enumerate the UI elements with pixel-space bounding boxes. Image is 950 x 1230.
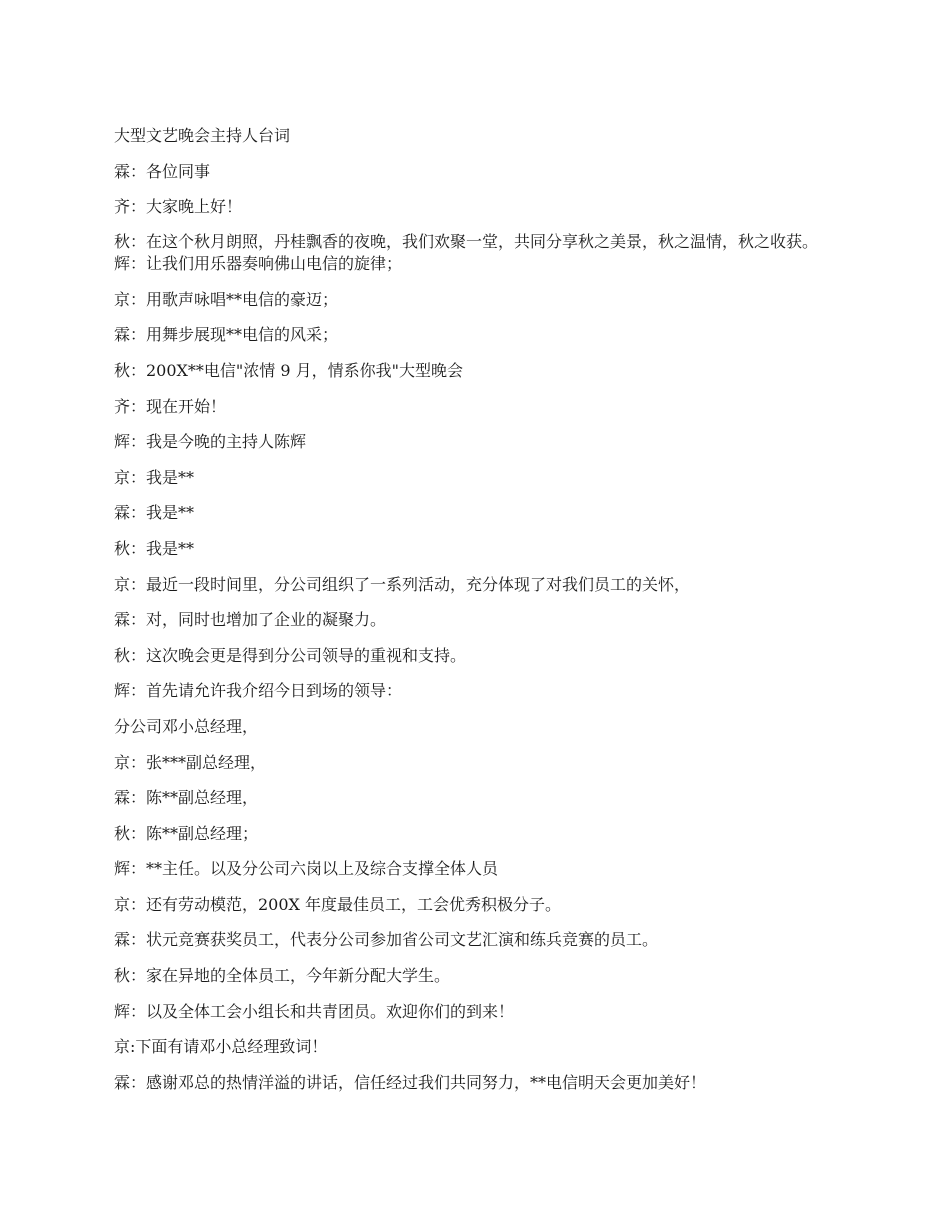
document-title: 大型文艺晚会主持人台词 (114, 126, 291, 145)
script-line: 霖：对，同时也增加了企业的凝聚力。 (114, 610, 387, 630)
script-line: 秋：家在异地的全体员工，今年新分配大学生。 (114, 966, 451, 986)
script-line: 霖：用舞步展现**电信的风采； (114, 325, 339, 345)
script-line: 霖：状元竞赛获奖员工，代表分公司参加省公司文艺汇演和练兵竞赛的员工。 (114, 930, 659, 950)
script-line: 京：用歌声咏唱**电信的豪迈； (114, 289, 339, 309)
script-line: 京：最近一段时间里，分公司组织了一系列活动，充分体现了对我们员工的关怀， (114, 574, 691, 594)
script-line: 齐：现在开始！ (114, 396, 227, 416)
script-line: 辉：我是今晚的主持人陈辉 (114, 432, 307, 452)
script-line: 分公司邓小总经理， (114, 716, 259, 736)
script-line: 秋：这次晚会更是得到分公司领导的重视和支持。 (114, 645, 467, 665)
document-body (114, 124, 844, 1106)
script-line: 秋：200X**电信"浓情 9 月，情系你我"大型晚会 (114, 360, 464, 380)
script-line: 京:下面有请邓小总经理致词！ (114, 1037, 328, 1057)
script-line: 辉：以及全体工会小组长和共青团员。欢迎你们的到来！ (114, 1001, 515, 1021)
script-line: 霖：我是** (114, 503, 195, 523)
script-line: 京：张***副总经理， (114, 752, 267, 772)
script-line: 京：还有劳动模范，200X 年度最佳员工，工会优秀积极分子。 (114, 894, 562, 914)
script-line: 秋：在这个秋月朗照，丹桂飘香的夜晚，我们欢聚一堂，共同分享秋之美景，秋之温情，秋之收获。辉：让我们用乐器奏响佛山电信的旋律； (114, 231, 819, 273)
script-line: 辉：首先请允许我介绍今日到场的领导： (114, 681, 403, 701)
script-line: 霖：各位同事 (114, 161, 211, 181)
script-line: 齐：大家晚上好！ (114, 197, 243, 217)
script-line: 秋：陈**副总经理； (114, 823, 259, 843)
script-line: 辉：**主任。以及分公司六岗以上及综合支撑全体人员 (114, 859, 499, 879)
script-line: 霖：陈**副总经理， (114, 788, 259, 808)
script-line: 霖：感谢邓总的热情洋溢的讲话，信任经过我们共同努力，**电信明天会更加美好！ (114, 1072, 707, 1092)
script-line: 秋：我是** (114, 538, 195, 558)
script-line: 京：我是** (114, 467, 195, 487)
